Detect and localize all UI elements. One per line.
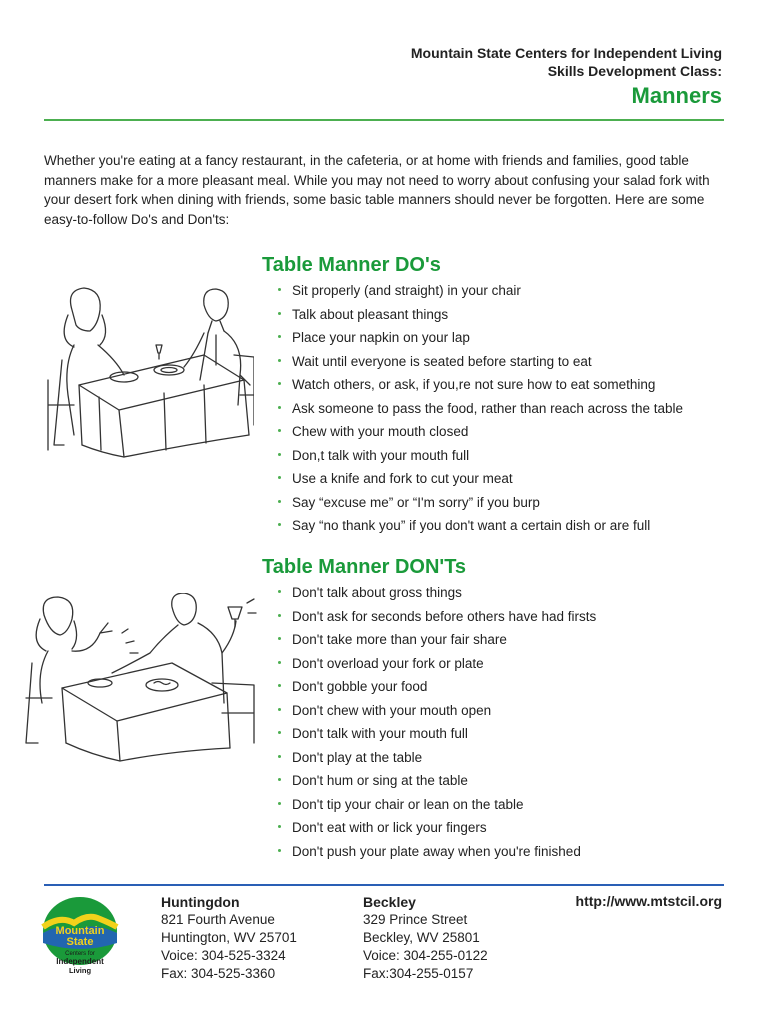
- header-divider: [44, 119, 724, 121]
- svg-text:Living: Living: [68, 966, 92, 975]
- list-item: Don't eat with or lick your fingers: [276, 816, 746, 840]
- list-item: Don't play at the table: [276, 746, 746, 770]
- website-link[interactable]: http://www.mtstcil.org: [575, 893, 722, 909]
- svg-text:State: State: [66, 936, 94, 948]
- list-item: Talk about pleasant things: [276, 303, 746, 327]
- office-city: Beckley: [363, 894, 416, 910]
- office-citystate: Huntington, WV 25701: [161, 930, 297, 945]
- list-item: Say “excuse me” or “I'm sorry” if you burp: [276, 491, 746, 515]
- list-item: Don't tip your chair or lean on the table: [276, 793, 746, 817]
- organization-name: Mountain State Centers for Independent Living: [410, 45, 722, 61]
- office-voice: Voice: 304-525-3324: [161, 948, 286, 963]
- list-item: Don't push your plate away when you're finished: [276, 840, 746, 864]
- list-item: Say “no thank you” if you don't want a certain dish or are full: [276, 514, 746, 538]
- office-citystate: Beckley, WV 25801: [363, 930, 480, 945]
- office-huntington: [161, 893, 297, 983]
- page-title: Manners: [631, 83, 722, 108]
- dos-heading: Table Manner DO's: [262, 254, 441, 276]
- svg-text:Centers for: Centers for: [65, 951, 95, 957]
- office-street: 329 Prince Street: [363, 912, 468, 927]
- list-item: Watch others, or ask, if you,re not sure how to eat something: [276, 373, 746, 397]
- footer-divider: [44, 884, 724, 886]
- list-item: Don't take more than your fair share: [276, 628, 746, 652]
- list-item: Don't chew with your mouth open: [276, 699, 746, 723]
- mountain-state-logo: [40, 893, 120, 975]
- office-fax: Fax:304-255-0157: [363, 966, 474, 981]
- office-city: Huntingdon: [161, 894, 240, 910]
- office-voice: Voice: 304-255-0122: [363, 948, 488, 963]
- list-item: Don't talk with your mouth full: [276, 722, 746, 746]
- intro-paragraph: Whether you're eating at a fancy restaurant, in the cafeteria, or at home with friends and families, good table manners make for a more pleasant meal. While you may not need to worry about confusing your salad fork with your desert fork when dining with friends, some basic table manners should never be forgotten. Here are some easy-to-follow Do's and Don'ts:: [44, 153, 710, 227]
- dos-list: [276, 279, 746, 538]
- office-fax: Fax: 304-525-3360: [161, 966, 276, 981]
- list-item: Chew with your mouth closed: [276, 420, 746, 444]
- svg-text:Mountain: Mountain: [55, 925, 105, 937]
- list-item: Don't hum or sing at the table: [276, 769, 746, 793]
- donts-heading: Table Manner DON'Ts: [262, 556, 467, 578]
- list-item: Sit properly (and straight) in your chair: [276, 279, 746, 303]
- list-item: Don,t talk with your mouth full: [276, 444, 746, 468]
- donts-list: [276, 581, 746, 863]
- page-header: [411, 44, 722, 110]
- list-item: Place your napkin on your lap: [276, 326, 746, 350]
- list-item: Don't ask for seconds before others have had firsts: [276, 605, 746, 629]
- list-item: Ask someone to pass the food, rather than reach across the table: [276, 397, 746, 421]
- list-item: Don't gobble your food: [276, 675, 746, 699]
- couple-dining-messy-illustration: [22, 593, 260, 763]
- list-item: Don't overload your fork or plate: [276, 652, 746, 676]
- list-item: Don't talk about gross things: [276, 581, 746, 605]
- class-name: Skills Development Class:: [547, 63, 722, 79]
- list-item: Use a knife and fork to cut your meat: [276, 467, 746, 491]
- list-item: Wait until everyone is seated before starting to eat: [276, 350, 746, 374]
- svg-text:Independent: Independent: [56, 957, 104, 966]
- office-beckley: [363, 893, 488, 983]
- office-street: 821 Fourth Avenue: [161, 912, 275, 927]
- couple-dining-politely-illustration: [44, 285, 254, 460]
